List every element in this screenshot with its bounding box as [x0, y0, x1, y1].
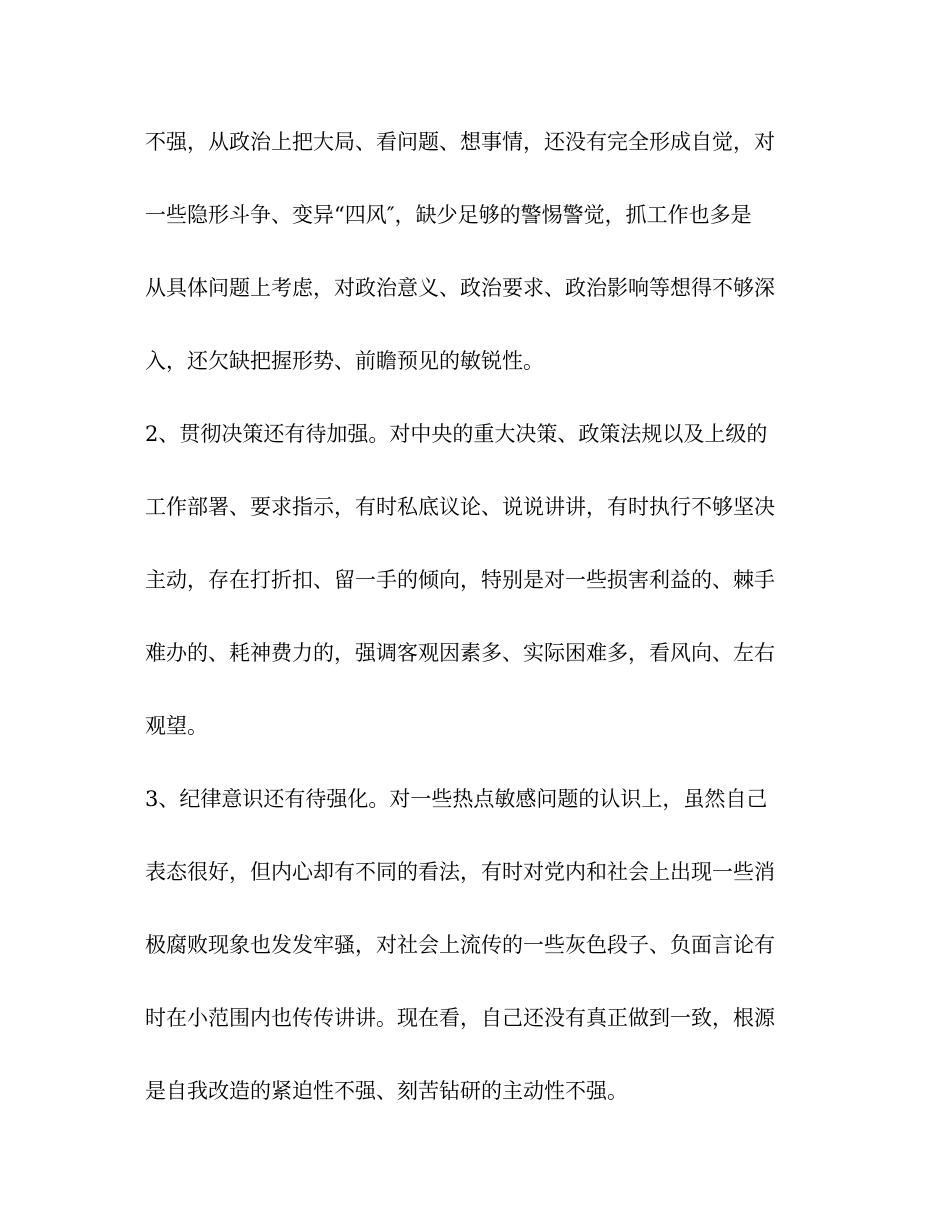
text-line: 工作部署、要求指示，有时私底议论、说说讲讲，有时执行不够坚决 — [145, 495, 775, 519]
text-line: 难办的、耗神费力的，强调客观因素多、实际困难多，看风向、左右 — [145, 641, 775, 665]
text-line: 极腐败现象也发发牢骚，对社会上流传的一些灰色段子、负面言论有 — [145, 933, 775, 957]
text-line: 2、贯彻决策还有待加强。对中央的重大决策、政策法规以及上级的 — [145, 422, 768, 446]
text-line: 观望。 — [145, 714, 208, 738]
text-line: 是自我改造的紧迫性不强、刻苦钻研的主动性不强。 — [145, 1079, 628, 1103]
text-line: 主动，存在打折扣、留一手的倾向，特别是对一些损害利益的、棘手 — [145, 568, 775, 592]
text-line: 3、纪律意识还有待强化。对一些热点敏感问题的认识上，虽然自己 — [145, 787, 768, 811]
text-line: 一些隐形斗争、变异“四风″，缺少足够的警惕警觉，抓工作也多是 — [145, 203, 752, 227]
text-line: 从具体问题上考虑，对政治意义、政治要求、政治影响等想得不够深 — [145, 276, 775, 300]
text-line: 表态很好，但内心却有不同的看法，有时对党内和社会上出现一些消 — [145, 860, 775, 884]
text-line: 入，还欠缺把握形势、前瞻预见的敏锐性。 — [145, 349, 544, 373]
text-line: 不强，从政治上把大局、看问题、想事情，还没有完全形成自觉，对 — [145, 130, 775, 154]
text-line: 时在小范围内也传传讲讲。现在看，自己还没有真正做到一致，根源 — [145, 1006, 775, 1030]
